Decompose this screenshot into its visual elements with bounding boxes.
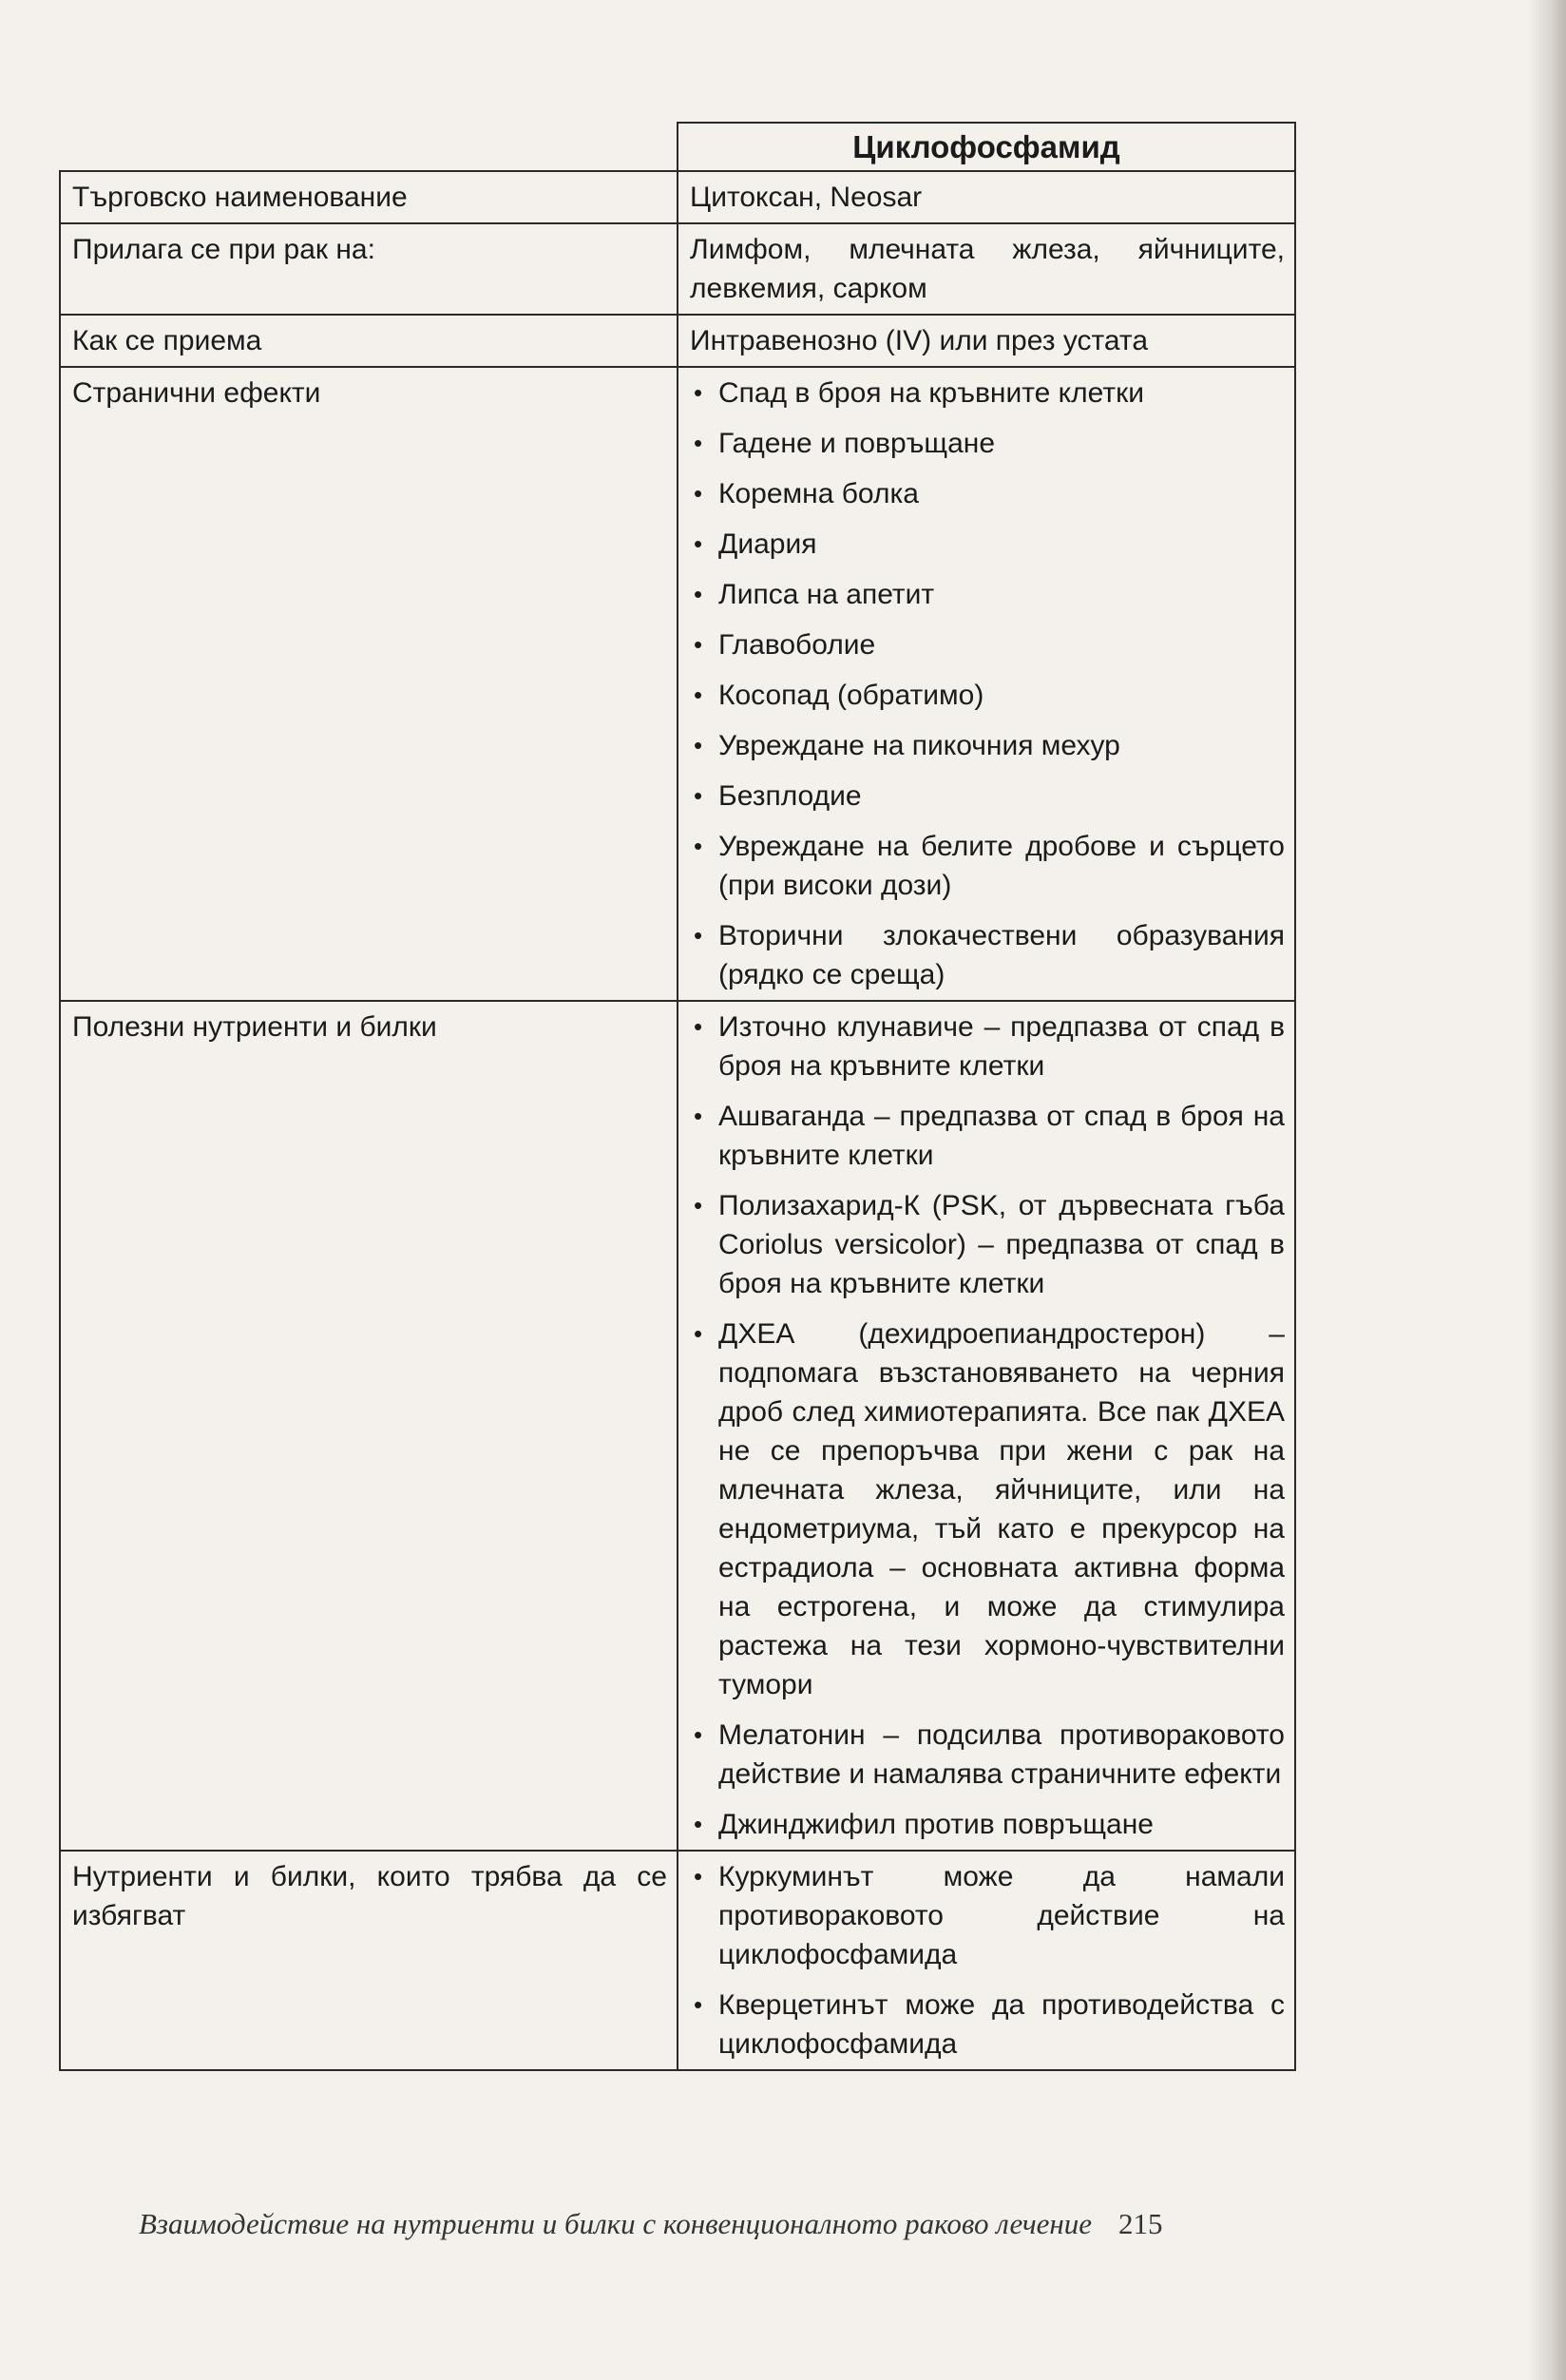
- table-row-side-effects: [60, 367, 1295, 1001]
- list-item: • Коремна болка: [690, 474, 1285, 513]
- list-item: • Ашваганда – предпазва от спад в броя на кръвните клетки: [690, 1097, 1285, 1175]
- row-value: Цитоксан, Neosar: [678, 171, 1295, 223]
- list-item: • Косопад (обратимо): [690, 676, 1285, 715]
- table-row-cancer-types: [60, 223, 1295, 315]
- list-item: • Джинджифил против повръщане: [690, 1805, 1285, 1844]
- row-label: Нутриенти и билки, които трябва да се избягват: [60, 1851, 678, 2070]
- row-value: [678, 1851, 1295, 2070]
- list-item: • Увреждане на пикочния мехур: [690, 726, 1285, 765]
- list-item: • Безплодие: [690, 777, 1285, 816]
- table-row-nutrients-to-avoid: [60, 1851, 1295, 2070]
- list-item: • Главоболие: [690, 625, 1285, 664]
- row-label: Полезни нутриенти и билки: [60, 1001, 678, 1851]
- list-item: • ДХЕА (дехидроепиандростерон) – подпомага възстановяването на черния дроб след химиотерапията. Все пак ДХЕА не се препоръчва при жени с рак на млечната жлеза, яйчниците, или на ендометриума, тъй като е прекурсор на естрадиола – основната активна форма на естрогена, и може да стимулира растежа на тези хормоно-чувствителни тумори: [690, 1315, 1285, 1704]
- table-row-administration: [60, 315, 1295, 367]
- page-footer: [139, 2207, 1384, 2241]
- list-item: • Вторични злокачествени образувания (рядко се среща): [690, 916, 1285, 994]
- page-number: 215: [1118, 2207, 1163, 2240]
- list-item: • Куркуминът може да намали противораковото действие на циклофосфамида: [690, 1857, 1285, 1974]
- drug-info-table: [59, 122, 1296, 2071]
- row-label: Странични ефекти: [60, 367, 678, 1001]
- row-value: [678, 367, 1295, 1001]
- list-item: • Увреждане на белите дробове и сърцето (при високи дози): [690, 827, 1285, 905]
- avoid-nutrients-list: [690, 1857, 1285, 2063]
- row-value: [678, 1001, 1295, 1851]
- running-title: Взаимодействие на нутриенти и билки с конвенционалното раково лечение: [139, 2207, 1093, 2240]
- table-header-row: [60, 123, 1295, 171]
- list-item: • Полизахарид-К (PSK, от дървесната гъба Coriolus versicolor) – предпазва от спад в броя на кръвните клетки: [690, 1186, 1285, 1303]
- row-label: Търговско наименование: [60, 171, 678, 223]
- list-item: • Източно клунавиче – предпазва от спад в броя на кръвните клетки: [690, 1008, 1285, 1085]
- side-effects-list: [690, 374, 1285, 994]
- row-label: Как се приема: [60, 315, 678, 367]
- drug-title: Циклофосфамид: [678, 123, 1295, 171]
- list-item: • Гадене и повръщане: [690, 424, 1285, 463]
- header-empty-cell: [60, 123, 678, 171]
- table-row-trade-name: [60, 171, 1295, 223]
- page-edge-shadow: [1528, 0, 1566, 2380]
- table-row-beneficial-nutrients: [60, 1001, 1295, 1851]
- row-value: Лимфом, млечната жлеза, яйчниците, левкемия, сарком: [678, 223, 1295, 315]
- list-item: • Диария: [690, 525, 1285, 564]
- list-item: • Спад в броя на кръвните клетки: [690, 374, 1285, 413]
- list-item: • Кверцетинът може да противодейства с циклофосфамида: [690, 1986, 1285, 2063]
- beneficial-nutrients-list: [690, 1008, 1285, 1844]
- row-value: Интравенозно (IV) или през устата: [678, 315, 1295, 367]
- row-label: Прилага се при рак на:: [60, 223, 678, 315]
- list-item: • Мелатонин – подсилва противораковото действие и намалява страничните ефекти: [690, 1716, 1285, 1794]
- list-item: • Липса на апетит: [690, 575, 1285, 614]
